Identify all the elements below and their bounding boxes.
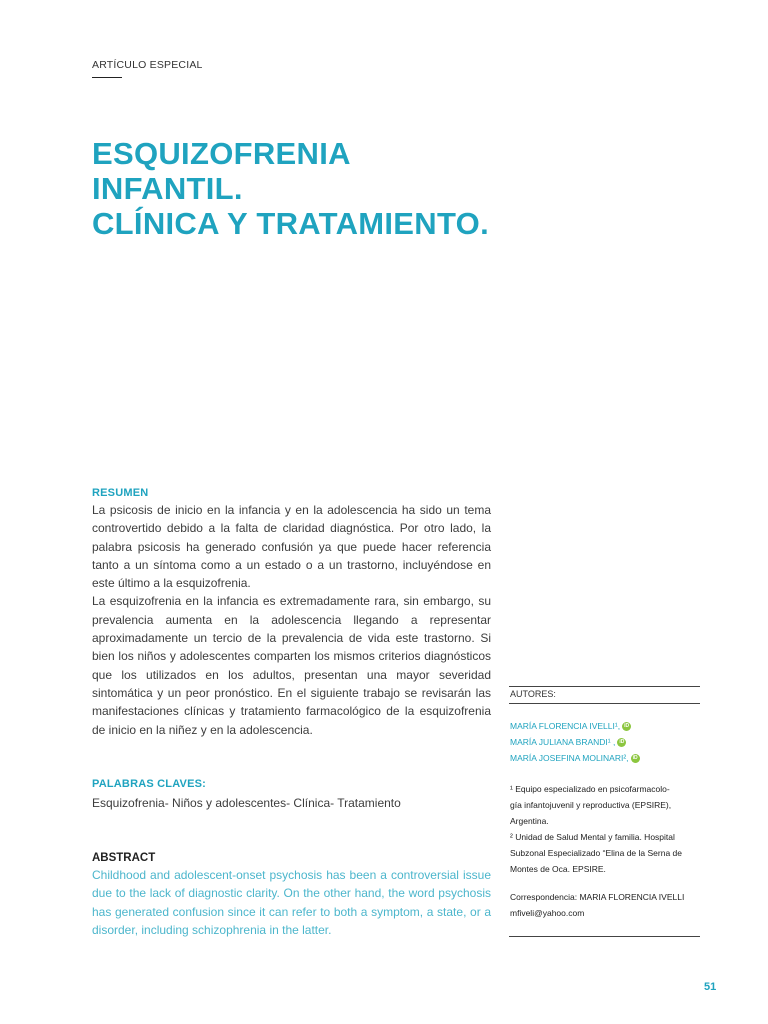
title-line-1: ESQUIZOFRENIA — [92, 136, 351, 171]
authors-label-rule — [509, 703, 700, 704]
affiliations — [510, 781, 700, 921]
orcid-icon[interactable]: iD — [624, 723, 630, 730]
page-number: 51 — [704, 981, 717, 993]
abstract-body — [92, 866, 491, 939]
authors-bottom-rule — [509, 936, 700, 937]
affiliation-2-line-1: ² Unidad de Salud Mental y familia. Hospital — [510, 832, 675, 842]
affiliation-2-line-2: Subzonal Especializado “Elina de la Serna de — [510, 848, 683, 858]
keywords-heading: PALABRAS CLAVES: — [92, 778, 207, 790]
correspondence-label: Correspondencia: MARIA FLORENCIA IVELLI — [510, 892, 685, 902]
abstract-heading: ABSTRACT — [92, 852, 156, 864]
keywords-text: Esquizofrenia- Niños y adolescentes- Clínica- Tratamiento — [92, 796, 401, 810]
section-underline — [92, 77, 122, 78]
author-3-name: MARÍA JOSEFINA MOLINARI², — [510, 753, 629, 763]
resumen-body — [92, 501, 491, 739]
author-3 — [510, 753, 640, 763]
affiliation-2-line-3: Montes de Oca. EPSIRE. — [510, 864, 606, 874]
author-2 — [510, 737, 626, 747]
affiliation-1-line-2: gía infantojuvenil y reproductiva (EPSIRE), — [510, 800, 672, 810]
title-line-3: CLÍNICA Y TRATAMIENTO. — [92, 206, 489, 241]
authors-top-rule — [509, 686, 700, 687]
orcid-icon[interactable]: iD — [619, 739, 625, 746]
article-title — [92, 136, 489, 241]
author-2-name: MARÍA JULIANA BRANDI¹ , — [510, 737, 616, 747]
affiliation-1-line-1: ¹ Equipo especializado en psicofarmacolo- — [510, 784, 670, 794]
resumen-paragraph-2: La esquizofrenia en la infancia es extremadamente rara, sin embargo, su prevalencia aumenta en la adolescencia llegando a representar aproximadamente un tercio de la prevalencia de vida este trastorno. Si bien los niños y adolescentes comparten los mismos criterios diagnósticos que los utilizados en los adultos, presentan una mayor severidad sintomática y un peor pronóstico. En el siguiente trabajo se revisarán las manifestaciones clínicas y tratamiento farmacológico de la esquizofrenia de inicio en la niñez y en la adolescencia. — [92, 594, 491, 737]
author-1 — [510, 721, 631, 731]
authors-label: AUTORES: — [510, 689, 556, 699]
resumen-heading: RESUMEN — [92, 487, 149, 499]
affiliation-1-line-3: Argentina. — [510, 816, 549, 826]
author-1-name: MARÍA FLORENCIA IVELLI¹, — [510, 721, 621, 731]
correspondence-email[interactable]: mfiveli@yahoo.com — [510, 908, 585, 918]
section-label: ARTÍCULO ESPECIAL — [92, 59, 203, 71]
abstract-paragraph: Childhood and adolescent-onset psychosis has been a controversial issue due to the lack of diagnostic clarity. On the other hand, the word psychosis has generated confusion since it can refer to both a symptom, a state, or a disorder, including schizophrenia in the latter. — [92, 868, 491, 937]
title-line-2: INFANTIL. — [92, 171, 243, 206]
resumen-paragraph-1: La psicosis de inicio en la infancia y en la adolescencia ha sido un tema controvertido debido a la falta de claridad diagnóstica. Por otro lado, la palabra psicosis ha generado confusión ya que puede hacer referencia tanto a un síntoma como a un estado o a un trastorno, incluyéndose en este último a la esquizofrenia. — [92, 503, 491, 591]
orcid-icon[interactable]: iD — [632, 755, 638, 762]
